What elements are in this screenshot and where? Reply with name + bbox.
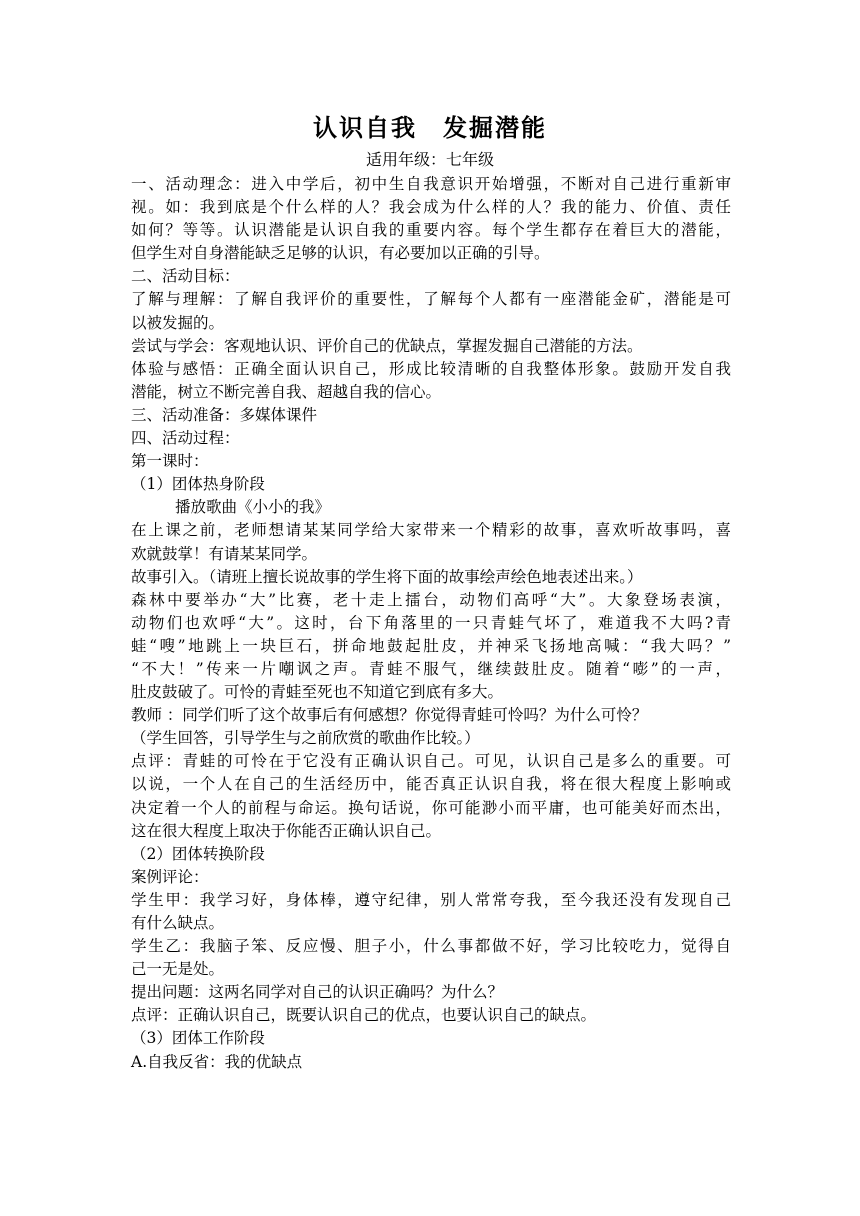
paragraph-line: 第一课时： xyxy=(131,452,209,471)
paragraph-line: 三、活动准备：多媒体课件 xyxy=(131,405,318,424)
paragraph-line: 这在很大程度上取决于你能否正确认识自己。 xyxy=(131,821,442,840)
paragraph-line: 点评：正确认识自己，既要认识自己的优点，也要认识自己的缺点。 xyxy=(131,1006,597,1025)
paragraph-line: （3）团体工作阶段 xyxy=(131,1029,265,1048)
paragraph-line: 了解与理解：了解自我评价的重要性，了解每个人都有一座潜能金矿，潜能是可 xyxy=(131,290,731,309)
paragraph-line: 视。如：我到底是个什么样的人？我会成为什么样的人？我的能力、价值、责任 xyxy=(131,198,731,217)
paragraph-line: 尝试与学会：客观地认识、评价自己的优缺点，掌握发掘自己潜能的方法。 xyxy=(131,336,643,355)
paragraph-line: 如何？等等。认识潜能是认识自我的重要内容。每个学生都存在着巨大的潜能， xyxy=(131,221,731,240)
paragraph-line: 学生甲：我学习好，身体棒，遵守纪律，别人常常夸我，至今我还没有发现自己 xyxy=(131,890,731,909)
paragraph-line: 己一无是处。 xyxy=(131,960,225,979)
paragraph-line: “不大！”传来一片嘲讽之声。青蛙不服气，继续鼓肚皮。随着“嘭”的一声， xyxy=(131,659,731,678)
paragraph-line: （学生回答，引导学生与之前欣赏的歌曲作比较。） xyxy=(131,729,480,748)
paragraph-line: 但学生对自身潜能缺乏足够的认识，有必要加以正确的引导。 xyxy=(131,244,550,263)
paragraph-line: 学生乙：我脑子笨、反应慢、胆子小，什么事都做不好，学习比较吃力，觉得自 xyxy=(131,937,731,956)
paragraph-line: 在上课之前，老师想请某某同学给大家带来一个精彩的故事，喜欢听故事吗，喜 xyxy=(131,521,731,540)
document-body xyxy=(131,173,731,1074)
paragraph-line: 一、活动理念：进入中学后，初中生自我意识开始增强，不断对自己进行重新审 xyxy=(131,175,731,193)
paragraph-line: 案例评论： xyxy=(131,867,209,886)
paragraph-line: 有什么缺点。 xyxy=(131,914,225,932)
paragraph-line: 森林中要举办“大”比赛，老十走上擂台，动物们高呼“大”。大象登场表演， xyxy=(131,590,731,609)
paragraph-line: 点评：青蛙的可怜在于它没有正确认识自己。可见，认识自己是多么的重要。可 xyxy=(131,752,731,771)
document-subtitle: 适用年级：七年级 xyxy=(365,150,494,169)
paragraph-line: 动物们也欢呼“大”。这时，台下角落里的一只青蛙气坏了，难道我不大吗?青 xyxy=(131,613,731,632)
paragraph-line: 教师 ：同学们听了这个故事后有何感想？你觉得青蛙可怜吗？为什么可怜？ xyxy=(131,706,648,725)
paragraph-line: （2）团体转换阶段 xyxy=(131,844,265,863)
paragraph-line: 欢就鼓掌！有请某某同学。 xyxy=(131,544,318,563)
paragraph-line: 肚皮鼓破了。可怜的青蛙至死也不知道它到底有多大。 xyxy=(131,683,504,702)
document-title: 认识自我 发掘潜能 xyxy=(313,113,547,142)
paragraph-line: 以说，一个人在自己的生活经历中，能否真正认识自我，将在很大程度上影响或 xyxy=(131,775,731,794)
paragraph-line: 决定着一个人的前程与命运。换句话说，你可能渺小而平庸，也可能美好而杰出， xyxy=(131,798,731,817)
paragraph-line: 四、活动过程： xyxy=(131,429,240,448)
paragraph-line: 播放歌曲《小小的我》 xyxy=(175,498,331,517)
paragraph-line: A.自我反省：我的优缺点 xyxy=(131,1052,303,1071)
paragraph-line: 二、活动目标： xyxy=(131,267,240,286)
paragraph-line: 提出问题：这两名同学对自己的认识正确吗？为什么？ xyxy=(131,983,504,1002)
paragraph-line: 潜能，树立不断完善自我、超越自我的信心。 xyxy=(131,382,442,401)
paragraph-line: 以被发掘的。 xyxy=(131,313,225,332)
paragraph-line: 蛙“嗖”地跳上一块巨石，拼命地鼓起肚皮，并神采飞扬地高喊：“我大吗？” xyxy=(131,636,731,655)
paragraph-line: 体验与感悟：正确全面认识自己，形成比较清晰的自我整体形象。鼓励开发自我 xyxy=(131,359,731,378)
paragraph-line: （1）团体热身阶段 xyxy=(131,475,265,494)
paragraph-line: 故事引入。（请班上擅长说故事的学生将下面的故事绘声绘色地表述出来。） xyxy=(131,567,643,586)
